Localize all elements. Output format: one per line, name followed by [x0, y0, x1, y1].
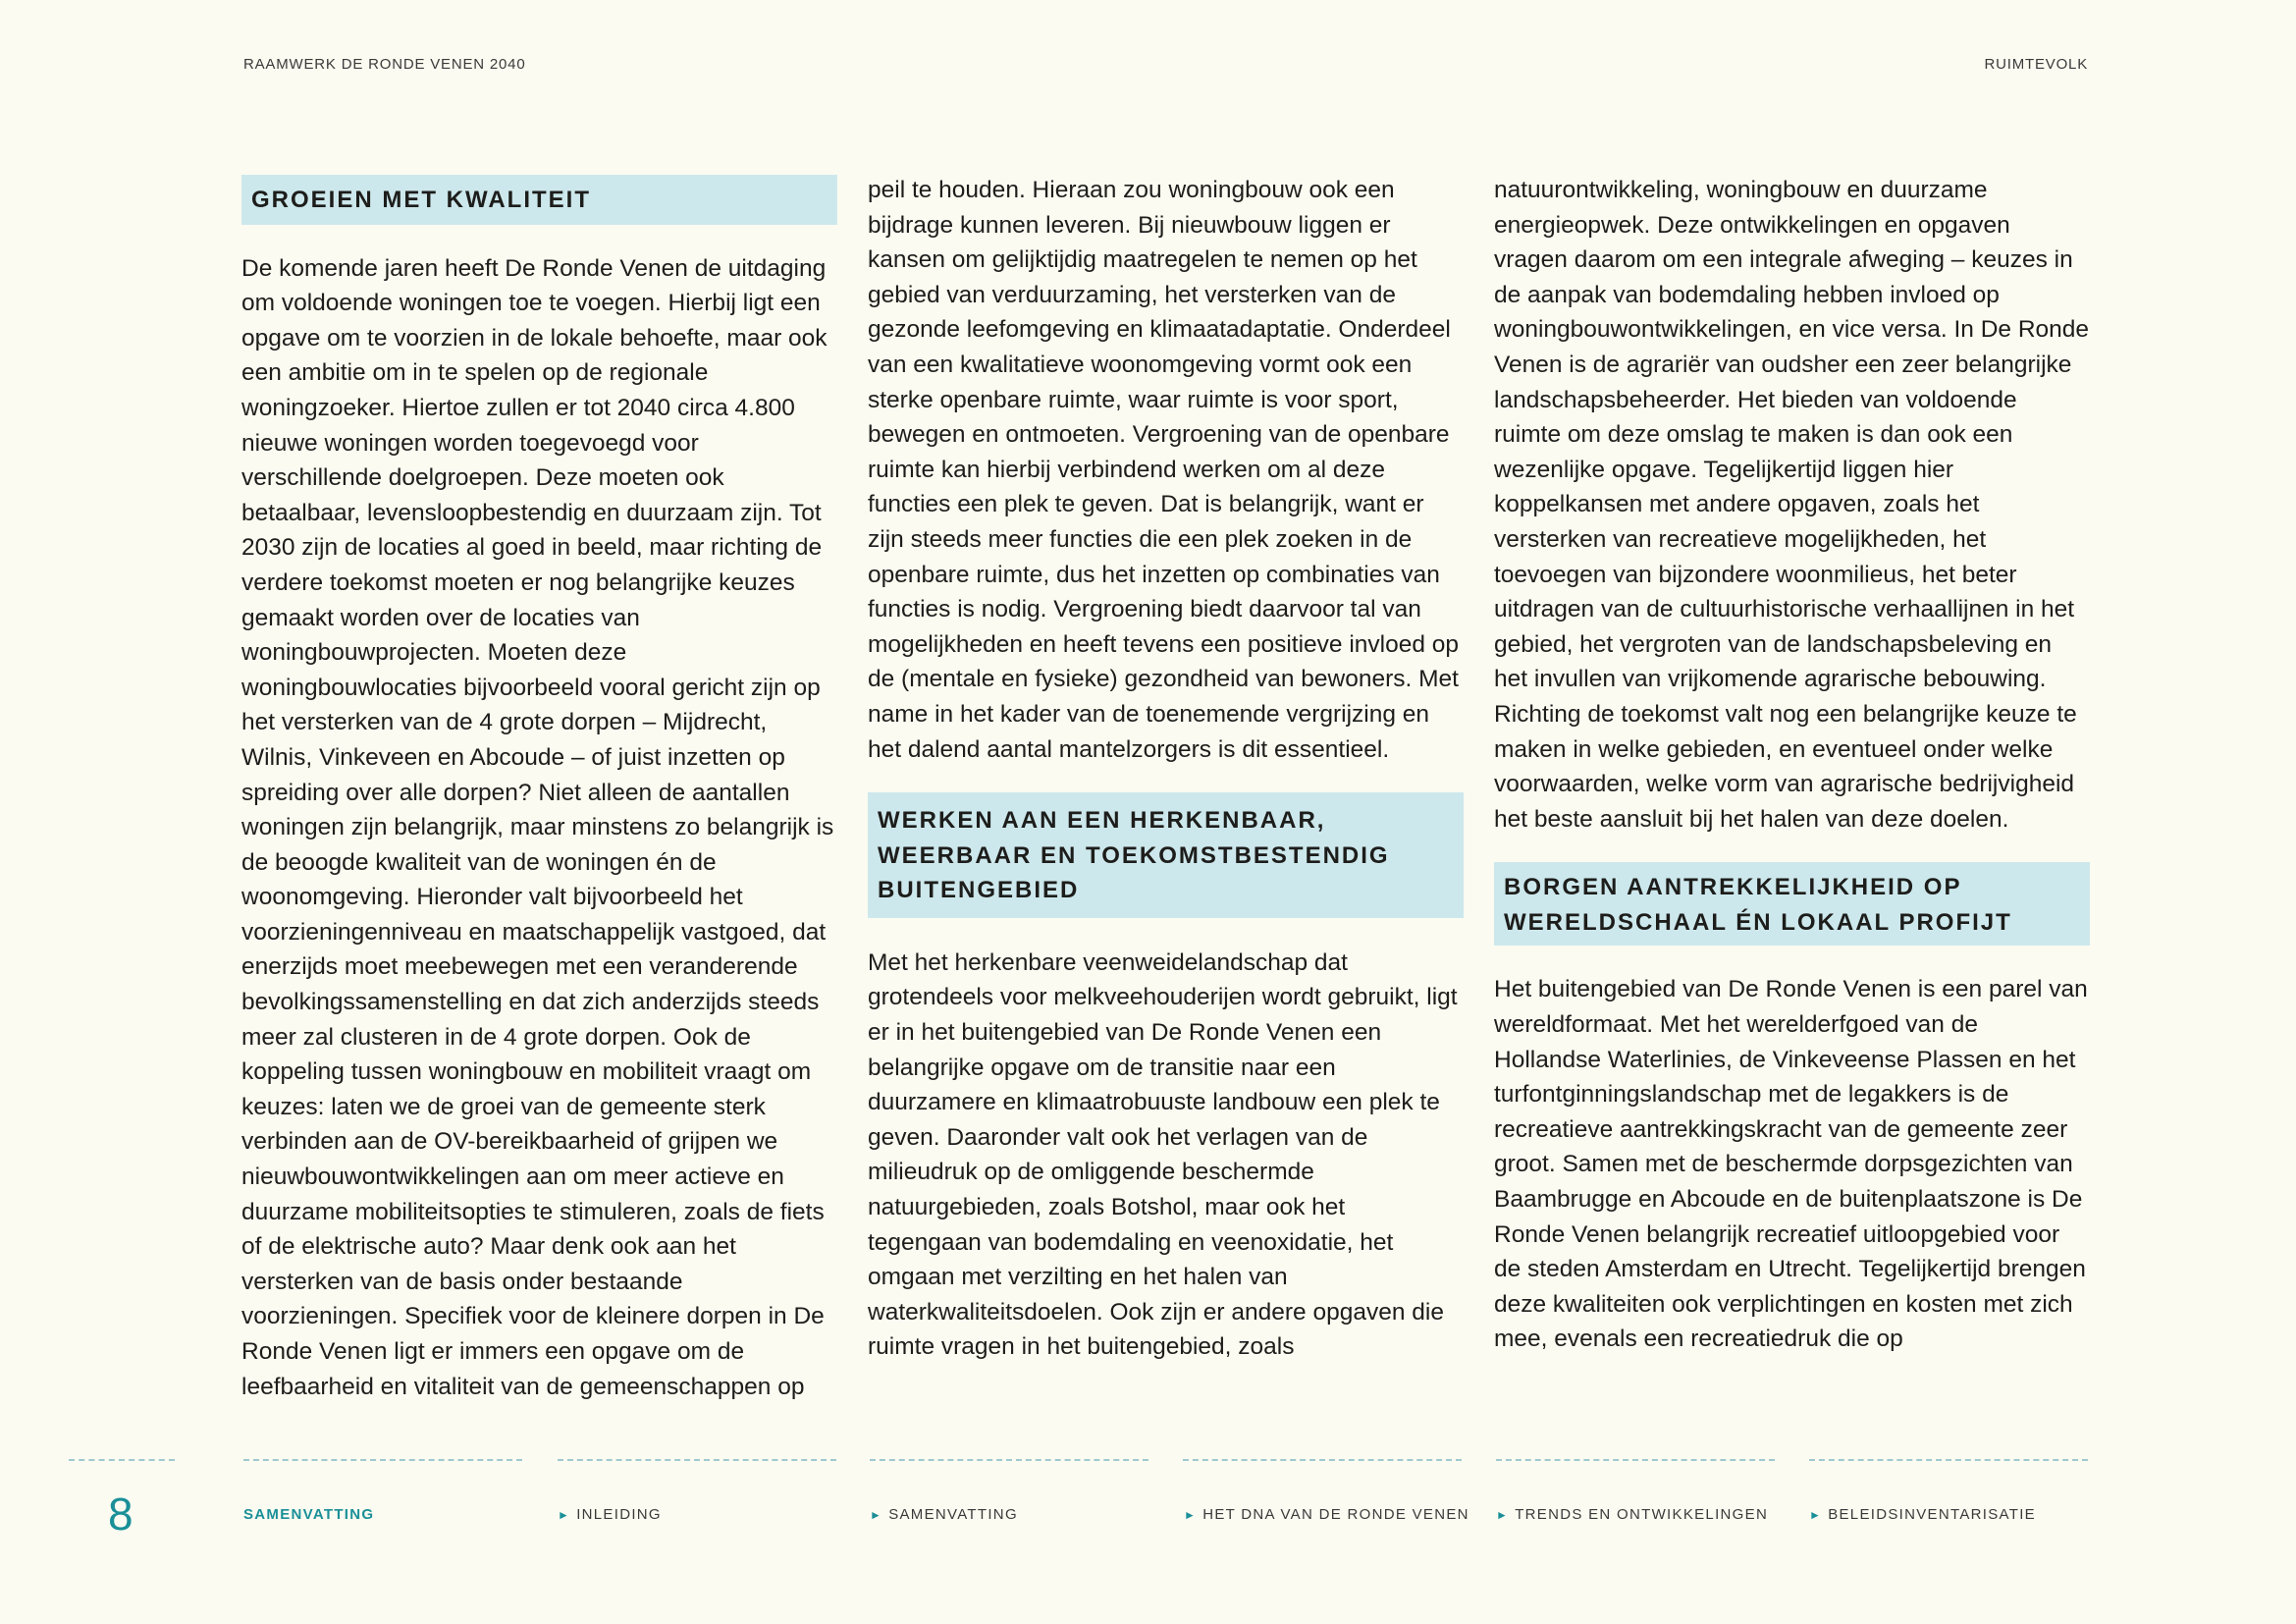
footer-nav-label: SAMENVATTING [888, 1506, 1018, 1523]
section-heading-rural-area: WERKEN AAN EEN HERKENBAAR, WEERBAAR EN TOEKOMSTBESTENDIG BUITENGEBIED [868, 792, 1464, 918]
footer-nav-policy-inventory[interactable] [1809, 1506, 2036, 1523]
text-column-3 [1494, 173, 2090, 1357]
running-header-title: RAAMWERK DE RONDE VENEN 2040 [243, 56, 526, 73]
body-paragraph: Met het herkenbare veenweidelandschap dat grotendeels voor melkveehouderijen wordt gebruikt, ligt er in het buitengebied van De Ronde Venen een belangrijke opgave om de transitie naar een duurzamere en klimaatrobuuste landbouw een plek te geven. Daaronder valt ook het verlagen van de milieudruk op de omliggende beschermde natuurgebieden, zoals Botshol, maar ook het tegengaan van bodemdaling en veenoxidatie, het omgaan met verzilting en het halen van waterkwaliteitsdoelen. Ook zijn er andere opgaven die ruimte vragen in het buitengebied, zoals [868, 948, 1458, 1361]
section-heading-attractiveness: BORGEN AANTREKKELIJKHEID OP WERELDSCHAAL ÉN LOKAAL PROFIJT [1494, 862, 2090, 946]
footer-nav-label: BELEIDSINVENTARISATIE [1828, 1506, 2036, 1523]
footer-divider [1496, 1459, 1775, 1461]
footer-nav-label: HET DNA VAN DE RONDE VENEN [1202, 1506, 1469, 1523]
footer-divider [69, 1459, 175, 1461]
triangle-right-icon: ► [1184, 1508, 1198, 1522]
footer-nav-dna[interactable] [1184, 1506, 1469, 1523]
triangle-right-icon: ► [1496, 1508, 1510, 1522]
text-column-1 [241, 173, 837, 1404]
footer-nav-introduction[interactable] [558, 1506, 662, 1523]
footer-divider [870, 1459, 1148, 1461]
triangle-right-icon: ► [1809, 1508, 1823, 1522]
footer-divider [558, 1459, 836, 1461]
section-heading-growth: GROEIEN MET KWALITEIT [241, 175, 837, 225]
footer-divider [243, 1459, 522, 1461]
footer-nav-label: INLEIDING [576, 1506, 662, 1523]
text-column-2 [868, 173, 1464, 1365]
body-paragraph: peil te houden. Hieraan zou woningbouw ook een bijdrage kunnen leveren. Bij nieuwbouw liggen er kansen om gelijktijdig maatregelen te nemen op het gebied van verduurzaming, het versterken van de gezonde leefomgeving en klimaatadaptatie. Onderdeel van een kwalitatieve woonomgeving vormt ook een sterke openbare ruimte, waar ruimte is voor sport, bewegen en ontmoeten. Vergroening van de openbare ruimte kan hierbij verbindend werken om al deze functies een plek te geven. Dat is belangrijk, want er zijn steeds meer functies die een plek zoeken in de openbare ruimte, dus het inzetten op combinaties van functies is nodig. Vergroening biedt daarvoor tal van mogelijkheden en heeft tevens een positieve invloed op de (mentale en fysieke) gezondheid van bewoners. Met name in het kader van de toenemende vergrijzing en het dalend aantal mantelzorgers is dit essentieel. [868, 177, 1460, 763]
body-paragraph: Het buitengebied van De Ronde Venen is een parel van wereldformaat. Met het werelderfgoed van de Hollandse Waterlinies, de Vinkeveense Plassen en het turfontginningslandschap met de legakkers is de recreatieve aantrekkingskracht van de gemeente zeer groot. Samen met de beschermde dorpsgezichten van Baambrugge en Abcoude en de buitenplaatszone is De Ronde Venen belangrijk recreatief uitloopgebied voor de steden Amsterdam en Utrecht. Tegelijkertijd brengen deze kwaliteiten ook verplichtingen en kosten met zich mee, evenals een recreatiedruk die op [1494, 976, 2088, 1353]
footer-nav-summary[interactable] [870, 1506, 1018, 1523]
running-header-publisher: RUIMTEVOLK [1984, 56, 2088, 73]
triangle-right-icon: ► [558, 1508, 571, 1522]
footer-divider [1809, 1459, 2088, 1461]
footer-nav-label: SAMENVATTING [243, 1506, 375, 1523]
triangle-right-icon: ► [870, 1508, 883, 1522]
page-number: 8 [108, 1489, 133, 1540]
body-paragraph: De komende jaren heeft De Ronde Venen de uitdaging om voldoende woningen toe te voegen. Hierbij ligt een opgave om te voorzien in de lokale behoefte, maar ook een ambitie om in te spelen op de regionale woningzoeker. Hiertoe zullen er tot 2040 circa 4.800 nieuwe woningen worden toegevoegd voor verschillende doelgroepen. Deze moeten ook betaalbaar, levensloopbestendig en duurzaam zijn. Tot 2030 zijn de locaties al goed in beeld, maar richting de verdere toekomst moeten er nog belangrijke keuzes gemaakt worden over de locaties van woningbouwprojecten. Moeten deze woningbouwlocaties bijvoorbeeld vooral gericht zijn op het versterken van de 4 grote dorpen – Mijdrecht, Wilnis, Vinkeveen en Abcoude – of juist inzetten op spreiding over alle dorpen? Niet alleen de aantallen woningen zijn belangrijk, maar minstens zo belangrijk is de beoogde kwaliteit van de woningen én de woonomgeving. Hieronder valt bijvoorbeeld het voorzieningenniveau en maatschappelijk vastgoed, dat enerzijds moet meebewegen met een veranderende bevolkingssamenstelling en dat zich anderzijds steeds meer zal clusteren in de 4 grote dorpen. Ook de koppeling tussen woningbouw en mobiliteit vraagt om keuzes: laten we de groei van de gemeente sterk verbinden aan de OV-bereikbaarheid of grijpen we nieuwbouwontwikkelingen aan om meer actieve en duurzame mobiliteitsopties te stimuleren, zoals de fiets of de elektrische auto? Maar denk ook aan het versterken van de basis onder bestaande voorzieningen. Specifiek voor de kleinere dorpen in De Ronde Venen ligt er immers een opgave om de leefbaarheid en vitaliteit van de gemeenschappen op [241, 254, 834, 1400]
body-paragraph: natuurontwikkeling, woningbouw en duurzame energieopwek. Deze ontwikkelingen en opgaven vragen daarom om een integrale afweging – keuzes in de aanpak van bodemdaling hebben invloed op woningbouwontwikkelingen, en vice versa. In De Ronde Venen is de agrariër van oudsher een zeer belangrijke landschapsbeheerder. Het bieden van voldoende ruimte om deze omslag te maken is dan ook een wezenlijke opgave. Tegelijkertijd liggen hier koppelkansen met andere opgaven, zoals het versterken van recreatieve mogelijkheden, het toevoegen van bijzondere woonmilieus, het beter uitdragen van de cultuurhistorische verhaallijnen in het gebied, het vergroten van de landschapsbeleving en het invullen van vrijkomende agrarische bebouwing. Richting de toekomst valt nog een belangrijke keuze te maken in welke gebieden, en eventueel onder welke voorwaarden, welke vorm van agrarische bedrijvigheid het beste aansluit bij het halen van deze doelen. [1494, 177, 2090, 833]
footer-divider [1183, 1459, 1462, 1461]
footer-nav-summary-current[interactable] [243, 1506, 374, 1523]
footer-nav-label: TRENDS EN ONTWIKKELINGEN [1515, 1506, 1769, 1523]
footer-nav-trends[interactable] [1496, 1506, 1768, 1523]
